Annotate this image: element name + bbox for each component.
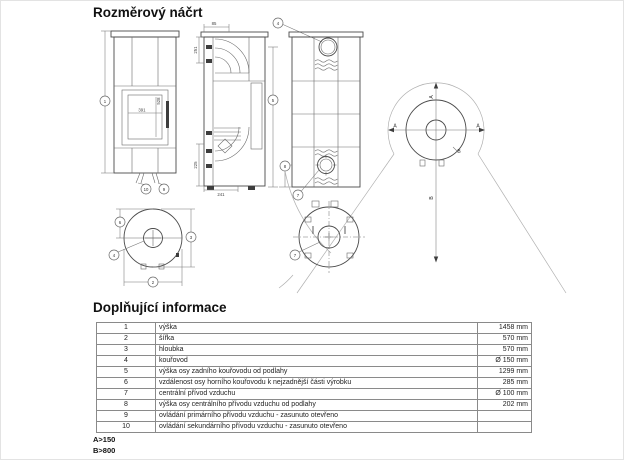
table-row xyxy=(97,345,532,356)
svg-text:7: 7 xyxy=(293,252,297,258)
clearance-note-a: A>150 xyxy=(93,435,116,444)
row-number: 1 xyxy=(97,323,156,334)
row-label: ovládání sekundárního přívodu vzduchu - zasunuto otevřeno xyxy=(156,422,478,433)
row-value: 1299 mm xyxy=(478,367,532,378)
row-label: výška osy centrálního přívodu vzduchu od podlahy xyxy=(156,400,478,411)
side-view xyxy=(193,18,322,197)
row-number: 10 xyxy=(97,422,156,433)
row-number: 9 xyxy=(97,411,156,422)
svg-text:9: 9 xyxy=(162,186,166,192)
row-number: 6 xyxy=(97,378,156,389)
row-label: ovládání primárního přívodu vzduchu - zasunuto otevřeno xyxy=(156,411,478,422)
clearance-flare-right xyxy=(478,154,566,293)
rear-view xyxy=(279,32,363,200)
row-value: 570 mm xyxy=(478,334,532,345)
row-number: 5 xyxy=(97,367,156,378)
row-number: 7 xyxy=(97,389,156,400)
door-handle xyxy=(166,101,169,128)
side-door-edge xyxy=(251,83,262,149)
page-title: Rozměrový náčrt xyxy=(93,5,203,20)
clearance-flare-left xyxy=(297,154,394,293)
side-upper-dim: 251 xyxy=(193,46,198,54)
front-legs xyxy=(136,173,159,183)
row-label: kouřovod xyxy=(156,356,478,367)
row-label: šířka xyxy=(156,334,478,345)
rear-flue-outlet xyxy=(319,38,337,56)
front-view xyxy=(100,31,179,194)
table-row xyxy=(97,422,532,433)
rear-grille-bottom xyxy=(315,178,337,184)
clearance-b-edge-label: B xyxy=(457,149,461,155)
svg-text:6: 6 xyxy=(118,219,122,225)
rear-grille-top xyxy=(315,60,337,70)
table-row xyxy=(97,356,532,367)
front-glass-width-label: 391 xyxy=(138,107,146,113)
row-value xyxy=(478,422,532,433)
row-value: 1458 mm xyxy=(478,323,532,334)
svg-text:3: 3 xyxy=(189,234,193,240)
table-row xyxy=(97,411,532,422)
row-value: 202 mm xyxy=(478,400,532,411)
row-value: 570 mm xyxy=(478,345,532,356)
svg-text:4: 4 xyxy=(276,20,280,26)
table-row xyxy=(97,389,532,400)
top-view xyxy=(109,209,196,287)
row-number: 4 xyxy=(97,356,156,367)
row-value: 285 mm xyxy=(478,378,532,389)
table-row xyxy=(97,378,532,389)
row-number: 3 xyxy=(97,345,156,356)
row-value: Ø 100 mm xyxy=(478,389,532,400)
info-table xyxy=(96,322,532,433)
row-label: výška osy zadního kouřovodu od podlahy xyxy=(156,367,478,378)
svg-text:1: 1 xyxy=(103,98,107,104)
table-row xyxy=(97,400,532,411)
row-label: vzdálenost osy horního kouřovodu k nejzadnější části výrobku xyxy=(156,378,478,389)
air-box-bottom xyxy=(214,127,249,161)
row-value xyxy=(478,411,532,422)
front-glass-height-label: 528 xyxy=(156,97,161,105)
flue-volute-top xyxy=(215,37,249,81)
section-title: Doplňující informace xyxy=(93,300,227,315)
clearance-note-b: B>800 xyxy=(93,446,116,455)
svg-text:8: 8 xyxy=(283,163,287,169)
row-label: hloubka xyxy=(156,345,478,356)
side-top-dim: 85 xyxy=(211,21,217,26)
row-value: Ø 150 mm xyxy=(478,356,532,367)
side-lower-dim: 225 xyxy=(193,161,198,169)
front-door-frame xyxy=(122,90,168,145)
side-bottom-dim: 241 xyxy=(217,192,225,197)
table-row xyxy=(97,334,532,345)
svg-text:4: 4 xyxy=(112,252,116,258)
row-label: centrální přívod vzduchu xyxy=(156,389,478,400)
rear-top-plate xyxy=(289,32,363,37)
table-row xyxy=(97,367,532,378)
clearance-notes xyxy=(93,434,115,456)
clearance-a-top-label: A xyxy=(429,95,435,99)
table-row xyxy=(97,323,532,334)
row-number: 8 xyxy=(97,400,156,411)
row-number: 2 xyxy=(97,334,156,345)
front-top-plate xyxy=(111,31,179,37)
svg-text:10: 10 xyxy=(143,186,149,192)
row-label: výška xyxy=(156,323,478,334)
clearance-b-bottom-label: B xyxy=(429,196,435,200)
clearance-arc-fragment-2 xyxy=(279,275,293,288)
side-top-plate xyxy=(201,32,268,37)
svg-text:7: 7 xyxy=(296,192,300,198)
clearance-a-left-label: A xyxy=(393,123,397,130)
dimensional-drawing xyxy=(1,1,624,301)
clearance-a-right-label: A xyxy=(476,123,480,130)
svg-text:2: 2 xyxy=(151,279,155,285)
rear-body xyxy=(292,37,360,187)
svg-text:5: 5 xyxy=(271,97,275,103)
